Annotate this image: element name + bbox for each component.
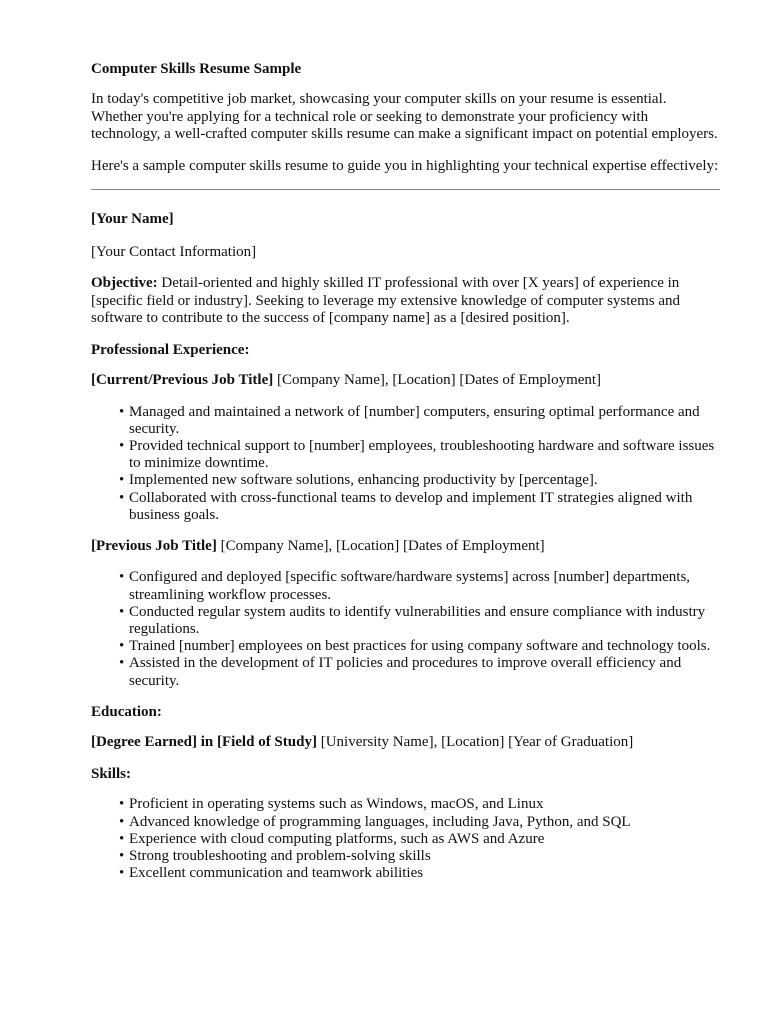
list-item-text: Provided technical support to [number] employees, troubleshooting hardware and software issues to minimize downtime. <box>129 437 715 472</box>
job-title-line <box>91 538 720 556</box>
skills-heading: Skills: <box>91 765 132 782</box>
job-title: [Previous Job Title] <box>91 537 217 554</box>
list-item-text: Collaborated with cross-functional teams to develop and implement IT strategies aligned with business goals. <box>129 489 693 523</box>
list-item-text: Implemented new software solutions, enhancing productivity by [percentage]. <box>129 472 598 489</box>
bullet-icon: • <box>119 472 125 489</box>
list-item-text: Experience with cloud computing platforms, such as AWS and Azure <box>129 830 545 847</box>
list-item-text: Assisted in the development of IT policies and procedures to improve overall efficiency and security. <box>129 655 682 689</box>
list-item <box>119 847 720 865</box>
bullet-icon: • <box>119 813 125 830</box>
bullet-icon: • <box>119 489 125 506</box>
bullet-icon: • <box>119 638 125 655</box>
education-heading: Education: <box>91 703 162 720</box>
job-title-line <box>91 372 720 390</box>
list-item-text: Strong troubleshooting and problem-solving skills <box>129 847 431 864</box>
list-item <box>119 437 720 472</box>
intro-paragraph-2: Here's a sample computer skills resume to guide you in highlighting your technical expertise effectively: <box>91 157 719 174</box>
intro-paragraph: In today's competitive job market, showcasing your computer skills on your resume is essential. Whether you're applying for a technical role or seeking to demonstrate your proficiency with technology, a well-crafted computer skills resume can make a significant impact on potential employers. <box>91 91 718 142</box>
experience-heading: Professional Experience: <box>91 341 250 358</box>
resume-name: [Your Name] <box>91 211 174 227</box>
section-divider <box>91 189 720 190</box>
degree-details: [University Name], [Location] [Year of Graduation] <box>316 734 634 751</box>
list-item-text: Excellent communication and teamwork abilities <box>129 865 424 882</box>
list-item <box>119 813 720 831</box>
bullet-icon: • <box>119 796 125 813</box>
list-item <box>119 638 720 655</box>
bullet-icon: • <box>119 437 125 454</box>
list-item-text: Conducted regular system audits to identify vulnerabilities and ensure compliance with industry regulations. <box>129 603 706 638</box>
bullet-icon: • <box>119 847 125 864</box>
job-bullet-list <box>91 569 720 689</box>
objective-label: Objective: <box>91 275 158 291</box>
list-item-text: Managed and maintained a network of [number] computers, ensuring optimal performance and security. <box>129 403 700 437</box>
list-item-text: Proficient in operating systems such as Windows, macOS, and Linux <box>129 796 544 813</box>
resume-contact: [Your Contact Information] <box>91 243 257 260</box>
job-details: [Company Name], [Location] [Dates of Employment] <box>216 537 545 554</box>
list-item <box>119 569 720 603</box>
bullet-icon: • <box>119 830 125 847</box>
bullet-icon: • <box>119 403 125 420</box>
skills-list <box>91 796 720 882</box>
bullet-icon: • <box>119 603 125 620</box>
bullet-icon: • <box>119 865 125 882</box>
job-details: [Company Name], [Location] [Dates of Employment] <box>273 372 602 388</box>
bullet-icon: • <box>119 569 125 586</box>
objective-text: Detail-oriented and highly skilled IT professional with over [X years] of experience in [specific field or industry]. Seeking to leverage my extensive knowledge of computer systems and software to contribute to the success of [company name] as a [desired position]. <box>91 275 680 326</box>
job-bullet-list <box>91 404 720 524</box>
job-title: [Current/Previous Job Title] <box>91 372 274 388</box>
degree-label: [Degree Earned] in [Field of Study] <box>91 734 317 751</box>
degree-line <box>91 734 720 752</box>
list-item <box>119 655 720 689</box>
list-item <box>119 472 720 489</box>
list-item <box>119 489 720 524</box>
list-item <box>119 865 720 882</box>
list-item <box>119 796 720 813</box>
objective-paragraph <box>91 275 720 328</box>
list-item-text: Configured and deployed [specific software/hardware systems] across [number] departments, streamlining workflow processes. <box>129 569 691 603</box>
document-title: Computer Skills Resume Sample <box>91 61 302 77</box>
list-item-text: Trained [number] employees on best practices for using company software and technology tools. <box>129 638 711 655</box>
list-item-text: Advanced knowledge of programming languages, including Java, Python, and SQL <box>129 813 631 830</box>
list-item <box>119 830 720 848</box>
bullet-icon: • <box>119 655 125 672</box>
list-item <box>119 603 720 638</box>
list-item <box>119 403 720 438</box>
